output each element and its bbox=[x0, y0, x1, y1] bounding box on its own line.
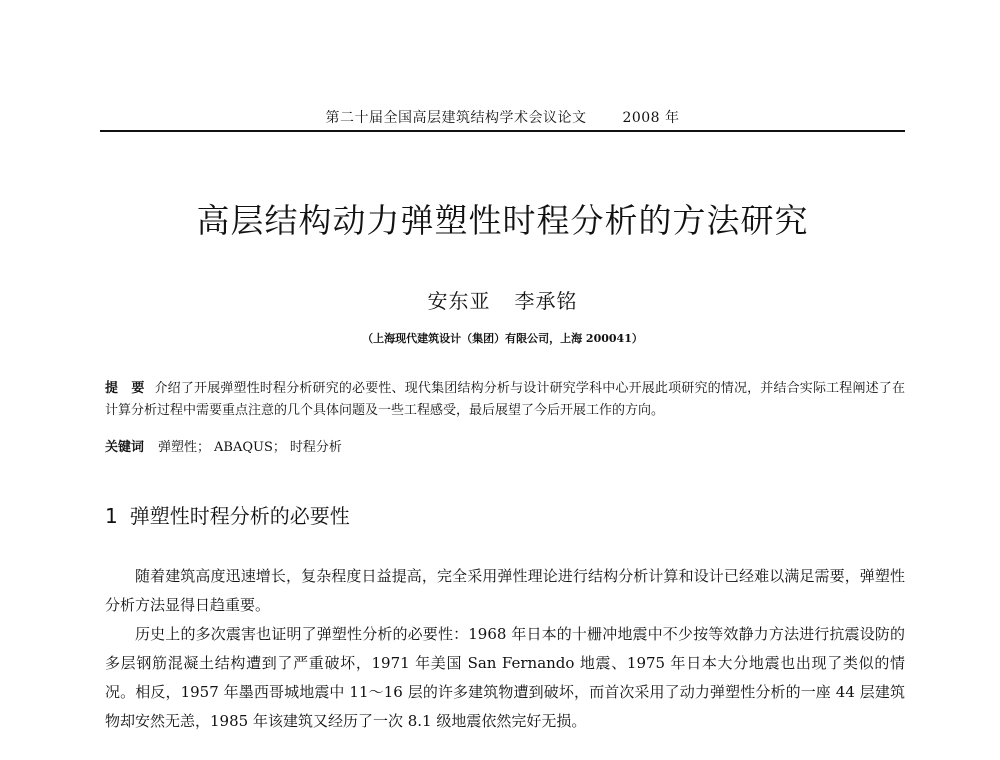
paragraph: 随着建筑高度迅速增长，复杂程度日益提高，完全采用弹性理论进行结构分析计算和设计已经难以满足需要，弹塑性分析方法显得日趋重要。 bbox=[105, 567, 905, 614]
section-number: 1 bbox=[105, 504, 118, 528]
keywords bbox=[105, 437, 905, 459]
keywords-label: 关键词 bbox=[105, 440, 145, 455]
keyword: ABAQUS； bbox=[214, 440, 286, 455]
abstract-text: 介绍了开展弹塑性时程分析研究的必要性、现代集团结构分析与设计研究学科中心开展此项研究的情况，并结合实际工程阐述了在计算分析过程中需要重点注意的几个具体问题及一些工程感受，最后展望了今后开展工作的方向。 bbox=[105, 381, 905, 418]
abstract-label: 提 要 bbox=[105, 381, 145, 396]
section-title: 弹塑性时程分析的必要性 bbox=[129, 504, 350, 528]
paper-title: 高层结构动力弹塑性时程分析的方法研究 bbox=[196, 201, 809, 240]
body-text bbox=[105, 562, 905, 736]
conference-name: 第二十届全国高层建筑结构学术会议论文 bbox=[325, 110, 587, 126]
keyword: 时程分析 bbox=[289, 440, 342, 455]
author-name: 安东亚 bbox=[427, 289, 491, 313]
author-name: 李承铭 bbox=[514, 289, 578, 313]
running-header bbox=[100, 107, 905, 127]
keyword: 弹塑性； bbox=[158, 440, 211, 455]
paragraph: 历史上的多次震害也证明了弹塑性分析的必要性：1968 年日本的十栅冲地震中不少按等效静力方法进行抗震设防的多层钢筋混凝土结构遭到了严重破坏，1971 年美国 San Fernando 地震、1975 年日本大分地震也出现了类似的情况。相反，1957 年墨西哥城地震中 11～16 层的许多建筑物遭到破坏，而首次采用了动力弹塑性分析的一座 44 层建筑物却安然无恙，1985 年该建筑又经历了一次 8.1 级地震依然完好无损。 bbox=[105, 625, 905, 730]
conference-year: 2008 年 bbox=[622, 110, 680, 126]
author-list bbox=[100, 285, 905, 314]
abstract bbox=[105, 378, 905, 422]
header-rule bbox=[100, 130, 905, 132]
section-heading bbox=[105, 500, 350, 529]
affiliation: （上海现代建筑设计（集团）有限公司，上海 200041） bbox=[362, 332, 643, 345]
